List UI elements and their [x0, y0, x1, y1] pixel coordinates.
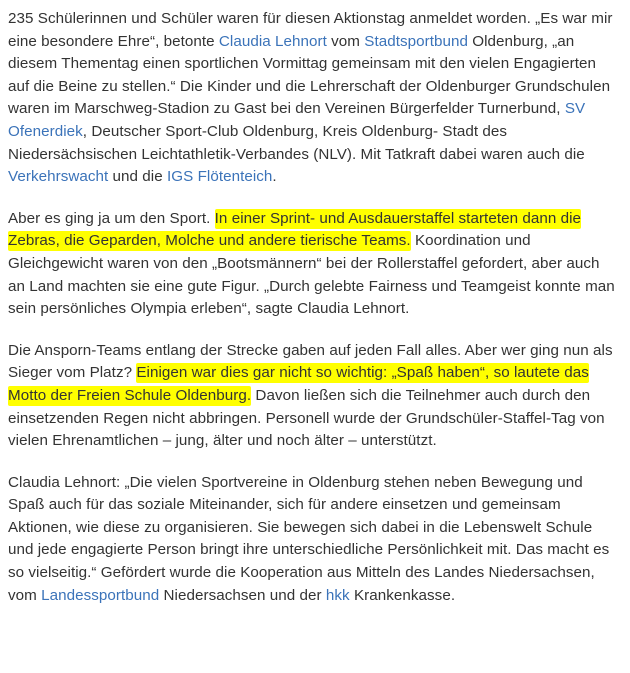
text: vom [326, 32, 365, 50]
text: Krankenkasse. [349, 586, 456, 604]
text: Aber es ging ja um den Sport. [8, 209, 215, 227]
text: Claudia Lehnort: „Die vielen Sportvereine in Oldenburg stehen neben Bewegung und Spaß auch für das soziale Miteinander, sich für andere einsetzen und gemeinsam Aktionen, wie diese zu organisieren. Sie bewegen sich dabei in die Lebenswelt Schule und jede engagierte Person bringt ihre unterschiedliche Persönlichkeit mit. Das macht es so vielseitig.“ Gefördert wurde die Kooperation aus Mitteln des Landes Niedersachsen, vom [8, 473, 610, 604]
text: . [272, 168, 277, 186]
text: Davon ließen sich die Teilnehmer auch durch den einsetzenden Regen nicht abbringen. Personell wurde der Grundschüler-Staffel-Tag von vielen Ehrenamtlichen – jung, älter und noch älter – unterstützt. [8, 386, 605, 450]
paragraph-teams [8, 340, 620, 453]
link-landessportbund[interactable]: Landessportbund [41, 586, 160, 604]
paragraph-intro [8, 8, 620, 189]
highlighted-text: In einer Sprint- und Ausdauerstaffel starteten dann die Zebras, die Geparden, Molche und andere tierische Teams. [8, 209, 582, 250]
text: 235 Schülerinnen und Schüler waren für diesen Aktionstag anmeldet worden. „Es war mir eine besondere Ehre“, betonte [8, 10, 613, 50]
link-verkehrswacht[interactable]: Verkehrswacht [8, 168, 109, 186]
text: Koordination und Gleichgewicht waren von den „Bootsmännern“ bei der Rollerstaffel gefordert, aber auch an Land machten sie eine gute Figur. „Durch gelebte Fairness und Teamgeist konnte man sein persönliches Olympia erleben“, sagte Claudia Lehnort. [8, 232, 615, 318]
link-hkk[interactable]: hkk [325, 586, 350, 604]
link-claudia-lehnort[interactable]: Claudia Lehnort [218, 32, 327, 50]
text: Niedersachsen und der [159, 586, 326, 604]
link-sv-ofenerdiek[interactable]: SV Ofenerdiek [8, 100, 586, 140]
paragraph-quote [8, 472, 620, 608]
highlighted-text: Einigen war dies gar nicht so wichtig: „Spaß haben“, so lautete das Motto der Freien Schule Oldenburg. [8, 364, 589, 404]
link-stadtsportbund[interactable]: Stadtsportbund [364, 32, 468, 50]
text: Oldenburg, „an diesem Thementag einen sportlichen Vormittag gemeinsam mit den vielen Engagierten auf die Beine zu stellen.“ Die Kinder und die Lehrerschaft der Oldenburger Grundschulen waren im Marschweg-Stadion zu Gast bei den Vereinen Bürgerfelder Turnerbund, [8, 32, 611, 118]
link-igs-floetenteich[interactable]: IGS Flötenteich [166, 168, 273, 186]
text: und die [108, 168, 167, 186]
paragraph-sport [8, 208, 620, 321]
text: Die Ansporn-Teams entlang der Strecke gaben auf jeden Fall alles. Aber wer ging nun als Sieger vom Platz? [8, 341, 613, 382]
text: , Deutscher Sport-Club Oldenburg, Kreis Oldenburg- Stadt des Niedersächsischen Leichtathletik-Verbandes (NLV). Mit Tatkraft dabei waren auch die [8, 122, 585, 163]
